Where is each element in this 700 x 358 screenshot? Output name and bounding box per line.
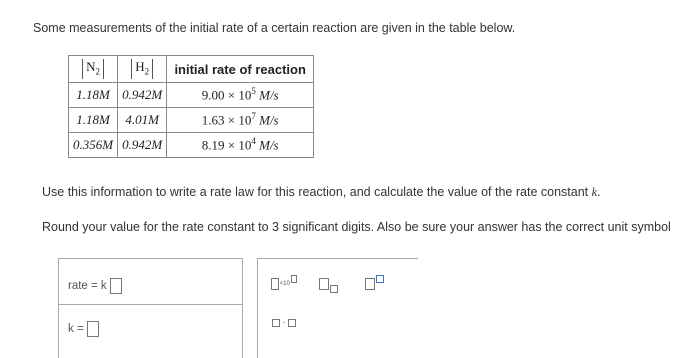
n2-concentration-cell: 1.18M <box>69 83 118 108</box>
h2-concentration-cell: 0.942M <box>118 83 167 108</box>
table-row <box>69 83 314 108</box>
initial-rate-cell: $1.63 \times 10^7$ M/s <box>167 108 314 133</box>
subscript-slot-icon <box>330 285 338 293</box>
times-ten-label: ×10 <box>279 281 290 287</box>
intro-text: Some measurements of the initial rate of a certain reaction are given in the table below. <box>33 21 516 35</box>
h2-concentration-header: $H_2$ <box>118 56 167 83</box>
subscript-button[interactable] <box>315 273 341 295</box>
n2-concentration-cell: 0.356M <box>69 133 118 158</box>
n2-concentration-header: $N_2$ <box>69 56 118 83</box>
base-slot-icon <box>365 278 375 290</box>
multiply-dot-button[interactable] <box>271 312 297 334</box>
superscript-slot-icon <box>376 275 384 283</box>
initial-rate-cell: $9.00 \times 10^5$ M/s <box>167 83 314 108</box>
scientific-notation-button[interactable] <box>271 273 297 295</box>
rate-law-label: rate = k <box>68 280 107 293</box>
multiply-dot-icon: · <box>282 317 286 328</box>
initial-rate-header: initial rate of reaction <box>167 56 314 83</box>
exponent-slot-icon <box>291 275 297 283</box>
h2-concentration-cell: 0.942M <box>118 133 167 158</box>
n2-concentration-cell: 1.18M <box>69 108 118 133</box>
instruction-rate-law: Use this information to write a rate law for this reaction, and calculate the value of the rate constant k. <box>42 185 601 199</box>
answer-divider <box>59 304 242 305</box>
rate-law-row <box>68 278 122 294</box>
table-header-row <box>69 56 314 83</box>
rate-constant-input[interactable] <box>87 321 99 337</box>
answer-panel <box>58 258 243 358</box>
instruction-rounding: Round your value for the rate constant to 3 significant digits. Also be sure your answer has the correct unit symbol <box>42 220 671 234</box>
base-slot-icon <box>271 278 279 290</box>
rate-constant-label: k = <box>68 323 84 336</box>
rate-constant-row <box>68 321 99 337</box>
h2-concentration-cell: 4.01M <box>118 108 167 133</box>
superscript-button[interactable] <box>361 273 387 295</box>
left-slot-icon <box>272 319 280 327</box>
measurements-table <box>68 55 314 158</box>
initial-rate-cell: $8.19 \times 10^4$ M/s <box>167 133 314 158</box>
math-toolbar <box>257 258 418 358</box>
rate-law-input[interactable] <box>110 278 122 294</box>
table-row <box>69 133 314 158</box>
right-slot-icon <box>288 319 296 327</box>
base-slot-icon <box>319 278 329 290</box>
table-row <box>69 108 314 133</box>
